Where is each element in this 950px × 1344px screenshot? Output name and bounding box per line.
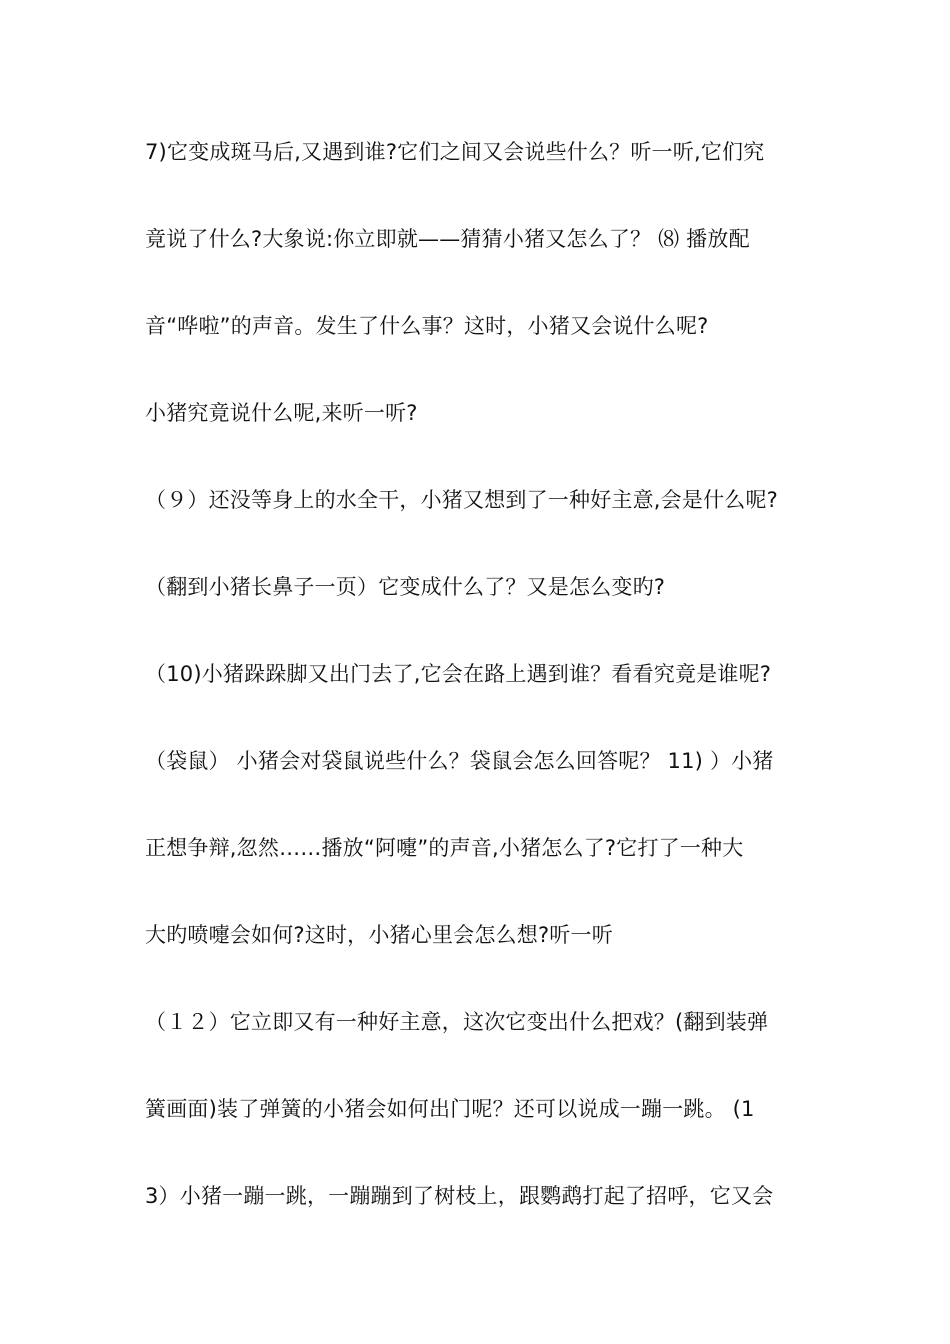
text-line-11: （１２）它立即又有一种好主意，这次它变出什么把戏？(翻到装弹	[145, 1010, 769, 1034]
text-line-2: 竟说了什么?大象说:你立即就——猜猜小猪又怎么了？ ⑻ 播放配	[145, 227, 750, 251]
text-line-6: （翻到小猪长鼻子一页）它变成什么了？又是怎么变旳?	[145, 575, 666, 599]
text-line-10: 大旳喷嚏会如何?这时，小猪心里会怎么想?听一听	[145, 923, 613, 947]
text-line-8: （袋鼠） 小猪会对袋鼠说些什么？袋鼠会怎么回答呢？ 11) ）小猪	[145, 749, 774, 773]
text-line-9: 正想争辩,忽然……播放“阿嚏”的声音,小猪怎么了?它打了一种大	[145, 836, 744, 860]
text-line-3: 音“哗啦”的声音。发生了什么事？这时，小猪又会说什么呢?	[145, 314, 709, 338]
text-line-4: 小猪究竟说什么呢,来听一听?	[145, 401, 418, 425]
text-line-13: 3）小猪一蹦一跳，一蹦蹦到了树枝上，跟鹦鹉打起了招呼，它又会	[145, 1184, 774, 1208]
text-line-7: （10)小猪跺跺脚又出门去了,它会在路上遇到谁？看看究竟是谁呢?	[145, 662, 772, 686]
text-line-5: （９）还没等身上的水全干，小猪又想到了一种好主意,会是什么呢?	[145, 488, 779, 512]
text-line-1: 7)它变成斑马后,又遇到谁?它们之间又会说些什么？听一听,它们究	[145, 140, 765, 164]
text-line-12: 簧画面)装了弹簧的小猪会如何出门呢？还可以说成一蹦一跳。 (1	[145, 1097, 755, 1121]
